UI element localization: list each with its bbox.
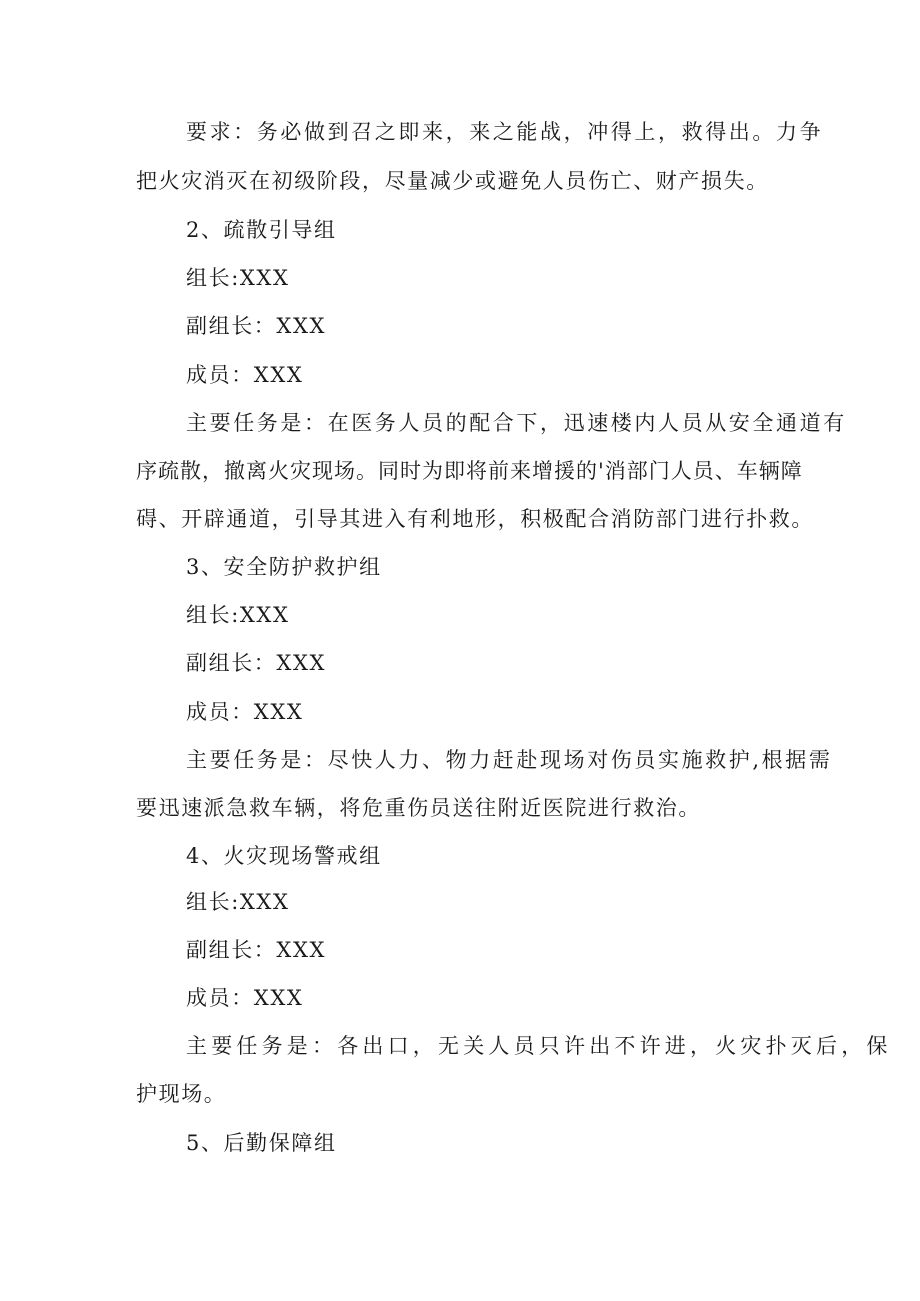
paragraph-line: 要求：务必做到召之即来，来之能战，冲得上，救得出。力争: [186, 120, 824, 144]
section-heading: 2、疏散引导组: [186, 218, 337, 242]
members-line: 成员：XXX: [186, 363, 304, 387]
paragraph-line: 主要任务是：各出口，无关人员只许出不许进，火灾扑灭后，保: [186, 1034, 892, 1058]
paragraph-line: 把火灾消灭在初级阶段，尽量减少或避免人员伤亡、财产损失。: [136, 169, 769, 193]
paragraph-line: 主要任务是：尽快人力、物力赶赴现场对伤员实施救护,根据需: [186, 748, 833, 772]
leader-line: 组长:XXX: [186, 890, 290, 914]
deputy-leader-line: 副组长：XXX: [186, 651, 327, 675]
paragraph-line: 主要任务是：在医务人员的配合下，迅速楼内人员从安全通道有: [186, 411, 847, 435]
paragraph-line: 序疏散，撤离火灾现场。同时为即将前来增援的'消部门人员、车辆障: [136, 459, 803, 483]
members-line: 成员：XXX: [186, 986, 304, 1010]
paragraph-line: 碍、开辟通道，引导其进入有利地形，积极配合消防部门进行扑救。: [136, 507, 814, 531]
leader-line: 组长:XXX: [186, 603, 290, 627]
paragraph-line: 要迅速派急救车辆，将危重伤员送往附近医院进行救治。: [136, 796, 701, 820]
section-heading: 4、火灾现场警戒组: [186, 844, 382, 868]
members-line: 成员：XXX: [186, 700, 304, 724]
section-heading: 5、后勤保障组: [186, 1131, 337, 1155]
deputy-leader-line: 副组长：XXX: [186, 938, 327, 962]
paragraph-line: 护现场。: [136, 1082, 227, 1106]
section-heading: 3、安全防护救护组: [186, 555, 382, 579]
leader-line: 组长:XXX: [186, 266, 290, 290]
deputy-leader-line: 副组长：XXX: [186, 314, 327, 338]
